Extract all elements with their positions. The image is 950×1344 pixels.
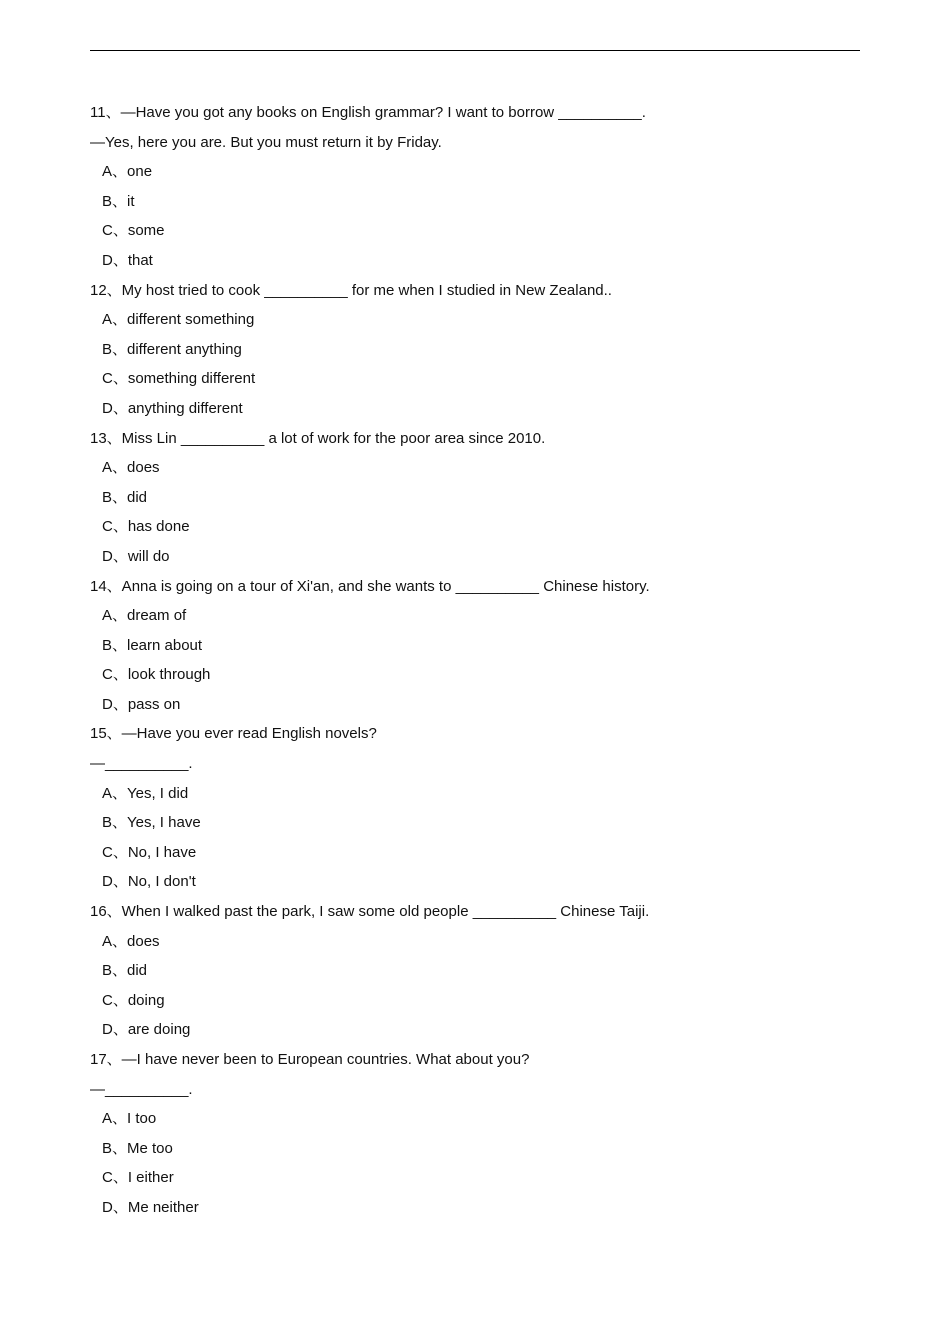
option-b: B、did [102, 962, 148, 980]
question-17 [90, 1045, 860, 1223]
question-stem: 11、—Have you got any books on English grammar? I want to borrow __________. [90, 104, 646, 121]
option-a: A、does [102, 459, 160, 477]
option-a: A、does [102, 932, 160, 950]
question-list [90, 98, 860, 1223]
option-a: A、one [102, 163, 153, 181]
question-14 [90, 572, 860, 720]
option-a: A、different something [102, 311, 255, 329]
question-stem-reply: —Yes, here you are. But you must return it by Friday. [90, 133, 442, 151]
option-d: D、Me neither [102, 1198, 199, 1216]
option-c: C、doing [102, 991, 165, 1009]
option-c: C、I either [102, 1169, 174, 1187]
option-c: C、something different [102, 370, 256, 388]
option-d: D、will do [102, 547, 170, 565]
option-b: B、Yes, I have [102, 814, 201, 832]
header-rule [90, 50, 860, 51]
option-b: B、different anything [102, 340, 242, 358]
option-d: D、that [102, 251, 153, 269]
question-15 [90, 719, 860, 897]
question-16 [90, 897, 860, 1045]
question-stem-reply: —__________. [90, 1080, 193, 1098]
question-stem: 13、Miss Lin __________ a lot of work for the poor area since 2010. [90, 429, 546, 447]
question-11 [90, 98, 860, 276]
option-d: D、No, I don't [102, 873, 196, 891]
option-b: B、it [102, 192, 135, 210]
option-c: C、some [102, 222, 165, 240]
option-b: B、did [102, 488, 148, 506]
option-b: B、learn about [102, 636, 203, 654]
option-d: D、anything different [102, 399, 243, 417]
option-c: C、has done [102, 518, 190, 536]
option-a: A、I too [102, 1110, 157, 1128]
question-stem: 15、—Have you ever read English novels? [90, 725, 377, 743]
option-a: A、dream of [102, 607, 187, 625]
option-a: A、Yes, I did [102, 784, 189, 802]
option-c: C、look through [102, 666, 211, 684]
option-d: D、pass on [102, 695, 181, 713]
question-13 [90, 424, 860, 572]
question-stem: 14、Anna is going on a tour of Xi'an, and she wants to __________ Chinese history. [90, 577, 650, 595]
question-stem: 17、—I have never been to European countries. What about you? [90, 1051, 530, 1068]
option-c: C、No, I have [102, 843, 197, 861]
question-12 [90, 276, 860, 424]
question-stem: 16、When I walked past the park, I saw some old people __________ Chinese Taiji. [90, 903, 650, 921]
option-d: D、are doing [102, 1021, 191, 1039]
option-b: B、Me too [102, 1139, 173, 1157]
question-stem: 12、My host tried to cook __________ for me when I studied in New Zealand.. [90, 281, 612, 299]
question-stem-reply: —__________. [90, 755, 193, 773]
